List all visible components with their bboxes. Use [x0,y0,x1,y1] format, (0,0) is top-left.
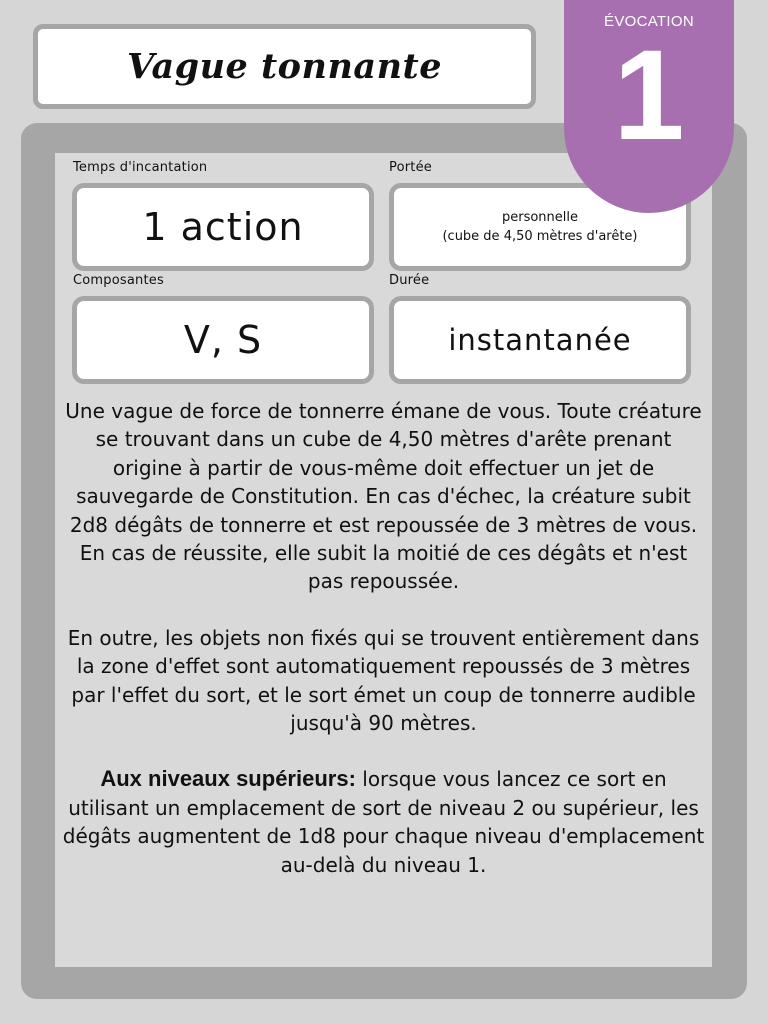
casting-time-label: Temps d'incantation [73,160,208,175]
spell-description [60,397,707,879]
casting-time-box [72,183,374,271]
higher-levels-heading: Aux niveaux supérieurs: [100,766,356,792]
description-paragraph-1: Une vague de force de tonnerre émane de vous. Toute créature se trouvant dans un cube de 4,50 mètres d'arête prenant origine à partir de vous-même doit effectuer un jet de sauvegarde de Constitution. En cas d'échec, la créature subit 2d8 dégâts de tonnerre et est repoussée de 3 mètres de vous. En cas de réussite, elle subit la moitié de ces dégâts et n'est pas repoussée. [65,399,702,594]
spell-title-box [33,24,536,109]
duration-box [389,296,691,384]
spell-level: 1 [613,24,685,167]
higher-levels-paragraph [60,765,707,879]
school-level-tab [564,0,734,213]
casting-time-value: 1 action [142,205,304,249]
duration-value: instantanée [448,323,632,357]
duration-label: Durée [389,273,430,288]
range-value-line1: personnelle [501,210,579,225]
components-value: V, S [183,318,263,362]
range-value-line2: (cube de 4,50 mètres d'arête) [442,229,638,244]
description-paragraph-2: En outre, les objets non fixés qui se trouvent entièrement dans la zone d'effet sont automatiquement repoussés de 3 mètres par l'effet du sort, et le sort émet un coup de tonnerre audible jusqu'à 90 mètres. [67,625,700,736]
components-label: Composantes [73,273,164,288]
components-box [72,296,374,384]
higher-levels-text: lorsque vous lancez ce sort en utilisant un emplacement de sort de niveau 2 ou supérieur, les dégâts augmentent de 1d8 pour chaque niveau d'emplacement au-delà du niveau 1. [62,767,705,877]
spell-title: Vague tonnante [127,46,442,87]
school-name: ÉVOCATION [604,13,694,30]
range-label: Portée [389,160,432,175]
